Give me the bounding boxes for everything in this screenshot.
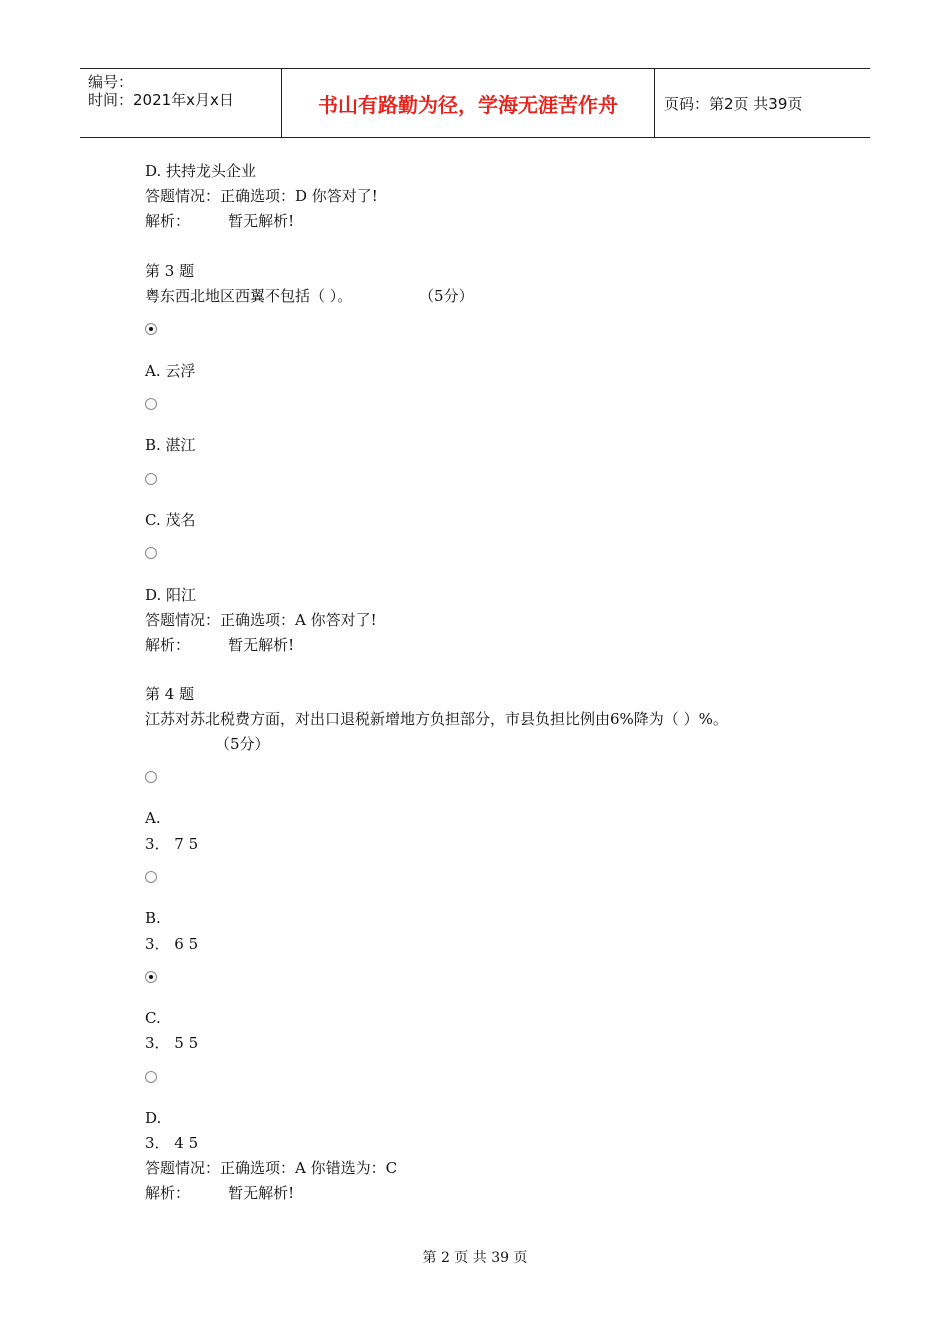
header-motto: 书山有路勤为径，学海无涯苦作舟 <box>318 92 618 117</box>
q3-option-a: A. 云浮 <box>145 362 196 380</box>
q3-radio-a[interactable] <box>145 323 157 335</box>
q3-option-c: C. 茂名 <box>145 511 196 529</box>
q4-option-d-value: 3． 4 5 <box>145 1134 199 1152</box>
q4-text: 江苏对苏北税费方面，对出口退税新增地方负担部分，市县负担比例由6%降为（ ）%。 <box>145 710 728 728</box>
q2-option-d: D. 扶持龙头企业 <box>145 162 257 180</box>
q4-analysis: 解析： 暂无解析! <box>145 1184 295 1202</box>
q3-option-b: B. 湛江 <box>145 436 196 454</box>
q3-option-d: D. 阳江 <box>145 586 197 604</box>
q3-radio-d[interactable] <box>145 547 157 559</box>
header-meta <box>88 73 234 109</box>
q4-option-a-value: 3． 7 5 <box>145 835 199 853</box>
q3-answer: 答题情况：正确选项：A 你答对了! <box>145 611 377 629</box>
q4-option-c-letter: C. <box>145 1009 161 1027</box>
q3-radio-c[interactable] <box>145 473 157 485</box>
header-page-code: 页码：第2页 共39页 <box>664 95 803 113</box>
q4-option-b-letter: B. <box>145 909 161 927</box>
q4-option-b-value: 3． 6 5 <box>145 935 199 953</box>
q3-text: 粤东西北地区西翼不包括（ ）。 （5分） <box>145 287 474 305</box>
q3-analysis: 解析： 暂无解析! <box>145 636 295 654</box>
header-divider <box>654 69 655 137</box>
q4-radio-d[interactable] <box>145 1071 157 1083</box>
q2-answer: 答题情况：正确选项：D 你答对了! <box>145 187 378 205</box>
q3-number: 第 3 题 <box>145 262 195 280</box>
q4-radio-b[interactable] <box>145 871 157 883</box>
q4-score: （5分） <box>215 735 270 753</box>
q3-radio-b[interactable] <box>145 398 157 410</box>
q2-analysis: 解析： 暂无解析! <box>145 212 295 230</box>
q4-option-a-letter: A. <box>145 809 161 827</box>
q4-radio-c[interactable] <box>145 971 157 983</box>
date-line: 时间：2021年x月x日 <box>88 91 234 109</box>
page-header <box>80 68 870 138</box>
q4-radio-a[interactable] <box>145 771 157 783</box>
q4-option-d-letter: D. <box>145 1109 162 1127</box>
number-label: 编号： <box>88 73 134 91</box>
q4-number: 第 4 题 <box>145 685 195 703</box>
q4-answer: 答题情况：正确选项：A 你错选为：C <box>145 1159 398 1177</box>
page-footer: 第 2 页 共 39 页 <box>422 1250 528 1266</box>
q4-option-c-value: 3． 5 5 <box>145 1034 199 1052</box>
